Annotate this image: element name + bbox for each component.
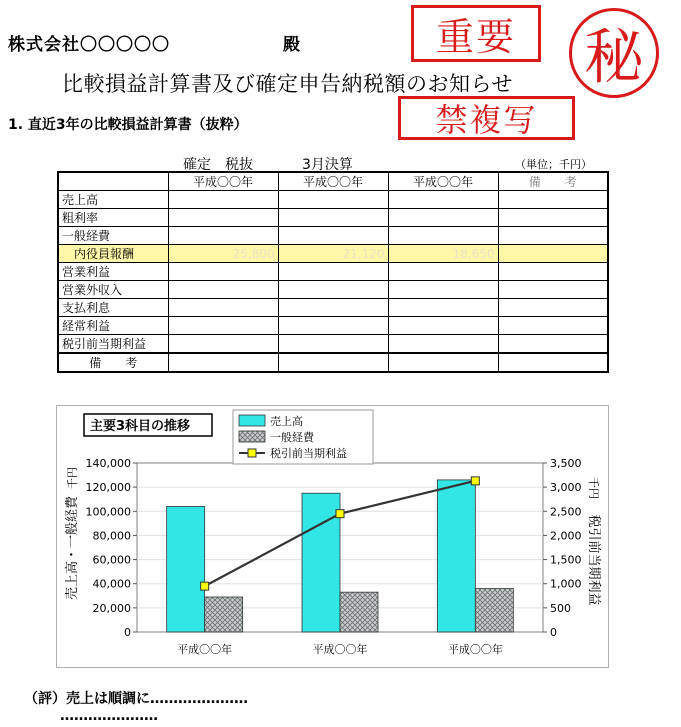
bar-sales — [167, 506, 205, 632]
y-tick-left-label: 20,000 — [92, 601, 131, 615]
row-label: 支払利息 — [58, 299, 168, 317]
x-tick-label: 平成〇〇年 — [312, 643, 368, 656]
profit-point — [201, 582, 209, 590]
legend-label-profit: 税引前当期利益 — [270, 447, 347, 460]
table-header-cell: 平成〇〇年 — [388, 172, 498, 191]
comment-line-2: ………………… — [60, 708, 158, 724]
y-axis-left-unit: 千円 — [66, 467, 79, 489]
y-tick-left-label: 100,000 — [85, 505, 131, 519]
legend-marker-profit — [248, 449, 256, 457]
legend-swatch-expenses — [239, 431, 265, 442]
table-header-cell: 平成〇〇年 — [168, 172, 278, 191]
table-unit: （単位；千円） — [515, 158, 592, 171]
y-tick-right-label: 0 — [550, 626, 557, 639]
legend-swatch-sales — [239, 415, 265, 426]
y-tick-left-label: 0 — [124, 626, 131, 639]
chart-title: 主要3科目の推移 — [90, 419, 191, 434]
chart-legend — [233, 410, 373, 464]
no-copy-stamp: 禁複写 — [398, 96, 575, 140]
y-tick-left-label: 80,000 — [92, 529, 131, 543]
table-heading-fiscal: 3月決算 — [302, 157, 353, 173]
y-tick-left-label: 120,000 — [85, 481, 131, 495]
profit-point — [471, 477, 479, 485]
x-tick-label: 平成〇〇年 — [177, 643, 233, 656]
table-cell: 18,650 — [388, 245, 498, 263]
y-axis-left-title: 売上高・一般経費 — [65, 495, 80, 601]
comment-prefix: （評） — [24, 691, 66, 707]
row-label: 税引前当期利益 — [58, 335, 168, 354]
table-header-cell: 平成〇〇年 — [278, 172, 388, 191]
legend-label-expenses: 一般経費 — [270, 431, 314, 444]
y-tick-right-label: 3,000 — [550, 481, 582, 495]
row-label: 一般経費 — [58, 227, 168, 245]
y-tick-right-label: 1,000 — [550, 577, 582, 591]
bar-expenses — [340, 592, 378, 632]
bar-expenses — [205, 597, 243, 632]
profit-point — [336, 510, 344, 518]
row-label: 営業外収入 — [58, 281, 168, 299]
table-header-cell: 備 考 — [498, 172, 608, 191]
y-tick-right-label: 500 — [550, 601, 571, 615]
table-cell: 21,120 — [278, 245, 388, 263]
secret-stamp: 秘 — [569, 8, 659, 98]
legend-label-sales: 売上高 — [270, 415, 303, 428]
document-title: 比較損益計算書及び確定申告納税額のお知らせ — [62, 72, 513, 96]
y-axis-right-title: 税引前当期利益 — [586, 514, 601, 606]
honorific: 殿 — [283, 35, 300, 55]
bar-sales — [437, 480, 475, 632]
row-label: 売上高 — [58, 191, 168, 209]
bar-expenses — [475, 589, 513, 632]
y-tick-right-label: 2,500 — [550, 505, 582, 519]
y-tick-right-label: 2,000 — [550, 529, 582, 543]
bar-sales — [302, 493, 340, 632]
y-axis-right-unit: 千円 — [587, 477, 600, 499]
y-tick-left-label: 40,000 — [92, 577, 131, 591]
y-tick-right-label: 1,500 — [550, 553, 582, 567]
company-name: 株式会社〇〇〇〇〇 — [8, 35, 170, 55]
comment-text: 売上は順調に………………… — [66, 691, 248, 707]
row-label: 営業利益 — [58, 263, 168, 281]
row-label: 内役員報酬 — [58, 245, 168, 263]
row-label: 経常利益 — [58, 317, 168, 335]
footer-label: 備 考 — [58, 353, 168, 372]
table-cell: 25,800 — [168, 245, 278, 263]
comment-line-1 — [24, 688, 248, 708]
x-tick-label: 平成〇〇年 — [447, 643, 503, 656]
important-stamp: 重要 — [411, 5, 541, 62]
section-heading: 1. 直近3年の比較損益計算書（抜粋） — [8, 117, 248, 133]
y-tick-left-label: 140,000 — [85, 457, 131, 470]
table-heading-basis: 確定 税抜 — [183, 157, 253, 173]
row-label: 粗利率 — [58, 209, 168, 227]
y-tick-right-label: 3,500 — [550, 457, 582, 470]
y-tick-left-label: 60,000 — [92, 553, 131, 567]
